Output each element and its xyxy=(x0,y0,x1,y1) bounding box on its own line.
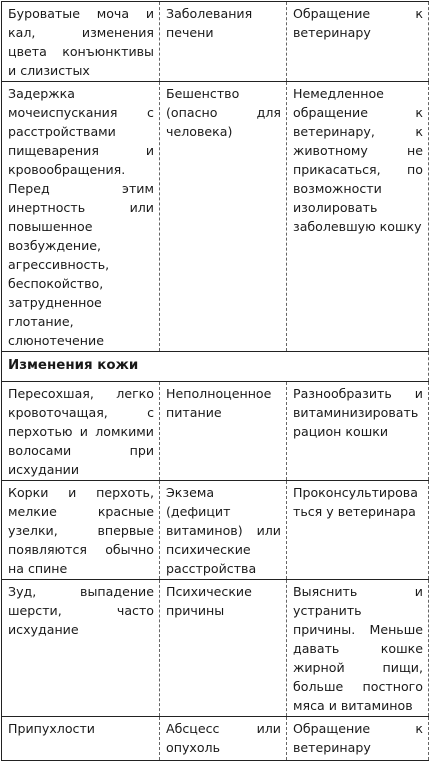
symptom-cell xyxy=(2,82,160,352)
section-title: Изменения кожи xyxy=(2,352,429,382)
cause-cell xyxy=(160,382,287,481)
symptom-cell xyxy=(2,580,160,717)
cause-cell xyxy=(160,580,287,717)
cause-text: Психические причины xyxy=(166,584,252,618)
cause-cell xyxy=(160,2,287,82)
action-text: Разнообразить и витаминизировать рацион кошки xyxy=(293,386,423,439)
action-cell xyxy=(287,717,429,761)
symptom-cell xyxy=(2,481,160,580)
table-row xyxy=(2,717,429,761)
table-row xyxy=(2,481,429,580)
cause-text: Абсцесс или опухоль xyxy=(166,721,281,755)
action-text: Проконсультироваться у ветеринара xyxy=(293,485,418,519)
section-header-row xyxy=(2,352,429,382)
symptom-text: Задержка мочеиспускания с расстройствами пищеварения и кровообращения. Перед этим инертность или повышенное возбуждение, агрессивность, беспокойство, затрудненное глотание, слюнотечение xyxy=(8,86,154,348)
action-cell xyxy=(287,580,429,717)
action-cell xyxy=(287,82,429,352)
cause-text: Экзема (дефицит витаминов) или психические расстройства xyxy=(166,485,281,576)
symptom-cell xyxy=(2,2,160,82)
table-row xyxy=(2,580,429,717)
cause-cell xyxy=(160,481,287,580)
symptom-cell xyxy=(2,717,160,761)
action-text: Немедленное обращение к ветеринару, к животному не прикасаться, по возможности изолировать заболевшую кошку xyxy=(293,86,423,234)
table-row xyxy=(2,382,429,481)
symptom-text: Корки и перхоть, мелкие красные узелки, впервые появляются обычно на спине xyxy=(8,485,154,576)
action-cell xyxy=(287,2,429,82)
action-cell xyxy=(287,382,429,481)
action-text: Выяснить и устранить причины. Меньше давать кошке жирной пищи, больше постного мяса и витаминов xyxy=(293,584,423,713)
action-text: Обращение к ветеринару xyxy=(293,6,423,40)
table-row xyxy=(2,82,429,352)
symptom-text: Зуд, выпадение шерсти, часто исхудание xyxy=(8,584,154,637)
cause-cell xyxy=(160,717,287,761)
symptom-cell xyxy=(2,382,160,481)
symptom-text: Буроватые моча и кал, изменения цвета конъюнктивы и слизистых xyxy=(8,6,154,78)
cause-text: Неполноценное питание xyxy=(166,386,272,420)
action-cell xyxy=(287,481,429,580)
cause-text: Заболевания печени xyxy=(166,6,253,40)
symptom-text: Припухлости xyxy=(8,721,95,736)
action-text: Обращение к ветеринару xyxy=(293,721,423,755)
table-row xyxy=(2,2,429,82)
cause-cell xyxy=(160,82,287,352)
symptoms-table xyxy=(1,1,429,761)
cause-text: Бешенство (опасно для человека) xyxy=(166,86,281,139)
symptom-text: Пересохшая, легко кровоточащая, с перхотью и ломкими волосами при исхудании xyxy=(8,386,154,477)
